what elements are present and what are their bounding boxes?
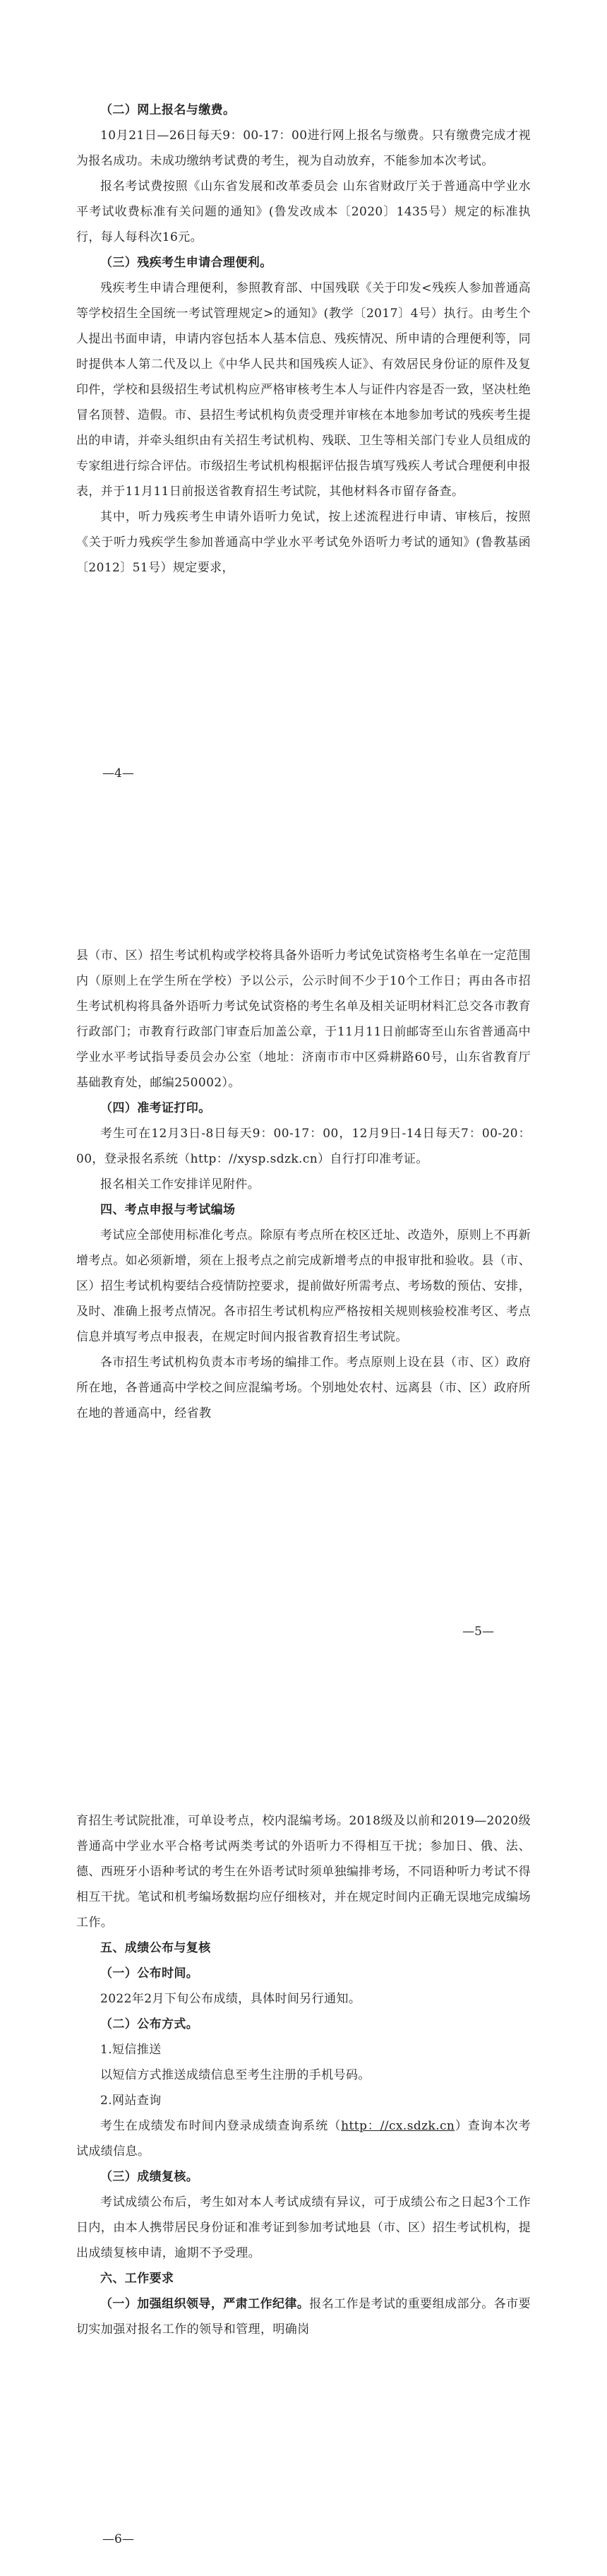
page-number: —6— bbox=[102, 2532, 134, 2546]
section-work-requirements: 六、工作要求 bbox=[100, 2272, 174, 2286]
paragraph bbox=[76, 2113, 531, 2164]
subsection-release-method: （二）公布方式。 bbox=[100, 2017, 199, 2031]
paragraph: 县（市、区）招生考试机构或学校将具备外语听力考试免试资格考生名单在一定范围内（原则上在学生所在学校）予以公示，公示时间不少于10个工作日；再由各市招生考试机构将具备外语听力考试免试资格的考生名单及相关证明材料汇总交各市教育行政部门；市教育行政部门审查后加盖公章，于11月11日前邮寄至山东省普通高中学业水平考试指导委员会办公室（地址：济南市市中区舜耕路60号，山东省教育厅基础教育处，邮编250002）。 bbox=[76, 949, 531, 1090]
text: （一）加强组织领导，严肃工作纪律。 bbox=[100, 2297, 310, 2311]
paragraph: 以短信方式推送成绩信息至考生注册的手机号码。 bbox=[100, 2068, 371, 2082]
page-5-body bbox=[76, 943, 531, 1426]
page-6-body bbox=[76, 1808, 531, 2342]
paragraph: 2022年2月下旬公布成绩，具体时间另行通知。 bbox=[100, 1992, 361, 2006]
text: ）查询本次考试成绩信息。 bbox=[76, 2119, 531, 2159]
paragraph: 残疾考生申请合理便利，参照教育部、中国残联《关于印发<残疾人参加普通高等学校招生全国统一考试管理规定>的通知》(教学〔2017〕4号）执行。由考生个人提出书面申请，申请内容包括本人基本信息、残疾情况、所申请的合理便利等，同时提供本人第二代及以上《中华人民共和国残疾人证》、有效居民身份证的原件及复印件，学校和县级招生考试机构应严格审核考生本人与证件内容是否一致，坚决杜绝冒名顶替、造假。市、县招生考试机构负责受理并审核在本地参加考试的残疾考生提出的申请，并牵头组织由有关招生考试机构、残联、卫生等相关部门专业人员组成的专家组进行综合评估。市级招生考试机构根据评估报告填写残疾人考试合理便利申报表，并于11月11日前报送省教育招生考试院，其他材料各市留存备查。 bbox=[76, 281, 531, 499]
paragraph: 10月21日—26日每天9：00-17：00进行网上报名与缴费。只有缴费完成才视为报名成功。未成功缴纳考试费的考生，视为自动放弃，不能参加本次考试。 bbox=[76, 129, 531, 168]
page-number: —4— bbox=[102, 766, 134, 780]
paragraph: 考生可在12月3日-8日每天9：00-17：00，12月9日-14日每天7：00-20：00，登录报名系统（http：//xysp.sdzk.cn）自行打印准考证。 bbox=[76, 1127, 531, 1166]
paragraph: 其中，听力残疾考生申请外语听力免试，按上述流程进行申请、审核后，按照《关于听力残疾学生参加普通高中学业水平考试免外语听力考试的通知》(鲁教基函〔2012〕51号）规定要求， bbox=[76, 510, 531, 575]
list-item: 1.短信推送 bbox=[100, 2043, 162, 2057]
section-disabled-accommodation: （三）残疾考生申请合理便利。 bbox=[100, 256, 272, 270]
score-query-link[interactable]: http：//cx.sdzk.cn bbox=[341, 2119, 455, 2133]
paragraph: 报名相关工作安排详见附件。 bbox=[100, 1177, 260, 1192]
subsection-release-time: （一）公布时间。 bbox=[100, 1966, 199, 1981]
paragraph: 考试成绩公布后，考生如对本人考试成绩有异议，可于成绩公布之日起3个工作日内，由本人携带居民身份证和准考证到参加考试地县（市、区）招生考试机构，提出成绩复核申请，逾期不予受理。 bbox=[76, 2195, 531, 2260]
page-number: —5— bbox=[462, 1625, 494, 1639]
page-4-body bbox=[76, 97, 531, 581]
text: 报名工作是考试的重要组成部分。各市要切实加强对报名工作的领导和管理，明确岗 bbox=[76, 2297, 531, 2337]
section-exam-site: 四、考点申报与考试编场 bbox=[100, 1203, 236, 1217]
paragraph: 育招生考试院批准，可单设考点，校内混编考场。2018级及以前和2019—2020级普通高中学业水平合格考试两类考试的外语听力不得相互干扰；参加日、俄、法、德、西班牙小语种考试的考生在外语考试时须单独编排考场，不同语种听力考试不得相互干扰。笔试和机考编场数据均应仔细核对，并在规定时间内正确无误地完成编场工作。 bbox=[76, 1814, 531, 1930]
paragraph bbox=[76, 2291, 531, 2342]
section-score-release: 五、成绩公布与复核 bbox=[100, 1941, 211, 1955]
text: 考生在成绩发布时间内登录成绩查询系统（ bbox=[100, 2119, 342, 2133]
paragraph: 报名考试费按照《山东省发展和改革委员会 山东省财政厅关于普通高中学业水平考试收费标准有关问题的通知》(鲁发改成本〔2020〕1435号）规定的标准执行，每人每科次16元。 bbox=[76, 179, 531, 244]
subsection-score-review: （三）成绩复核。 bbox=[100, 2170, 199, 2184]
list-item: 2.网站查询 bbox=[100, 2094, 162, 2108]
paragraph: 各市招生考试机构负责本市考场的编排工作。考点原则上设在县（市、区）政府所在地，各普通高中学校之间应混编考场。个别地处农村、远离县（市、区）政府所在地的普通高中，经省教 bbox=[76, 1355, 531, 1420]
paragraph: 考试应全部使用标准化考点。除原有考点所在校区迁址、改造外，原则上不再新增考点。如必须新增，须在上报考点之前完成新增考点的申报审批和验收。县（市、区）招生考试机构要结合疫情防控要求，提前做好所需考点、考场数的预估、安排，及时、准确上报考点情况。各市招生考试机构应严格按相关规则核验校准考区、考点信息并填写考点申报表，在规定时间内报省教育招生考试院。 bbox=[76, 1228, 531, 1344]
section-online-registration: （二）网上报名与缴费。 bbox=[100, 103, 236, 117]
section-admission-ticket: （四）准考证打印。 bbox=[100, 1101, 211, 1115]
